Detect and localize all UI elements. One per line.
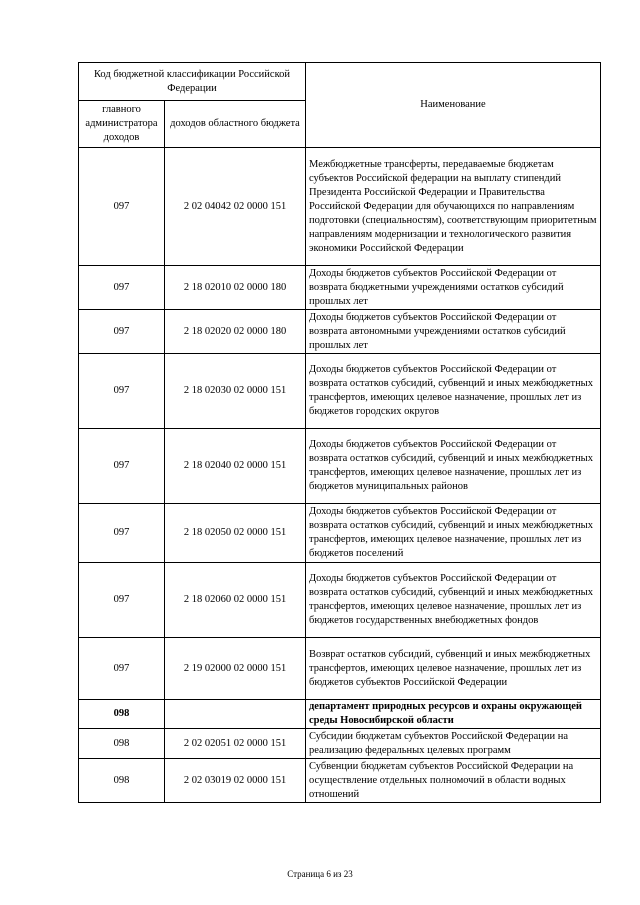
table-row [79,638,601,700]
kbk-group-header: Код бюджетной классификации Российской Федерации [79,63,306,101]
admin-cell: 098 [79,729,165,759]
admin-cell: 097 [79,310,165,354]
name-cell: Возврат остатков субсидий, субвенций и иных межбюджетных трансфертов, имеющих целевое назначение, прошлых лет из бюджетов субъектов Российской Федерации [306,638,601,700]
code-cell: 2 19 02000 02 0000 151 [165,638,306,700]
admin-cell: 097 [79,429,165,504]
table-row [79,310,601,354]
code-cell: 2 18 02010 02 0000 180 [165,266,306,310]
admin-cell: 097 [79,354,165,429]
code-cell: 2 02 03019 02 0000 151 [165,759,306,803]
name-cell: Доходы бюджетов субъектов Российской Федерации от возврата бюджетными учреждениями остатков субсидий прошлых лет [306,266,601,310]
code-cell: 2 18 02060 02 0000 151 [165,563,306,638]
code-cell: 2 02 02051 02 0000 151 [165,729,306,759]
table-row [79,504,601,563]
table-row [79,429,601,504]
code-cell [165,700,306,729]
admin-cell: 097 [79,638,165,700]
table-row [79,729,601,759]
name-cell: Доходы бюджетов субъектов Российской Федерации от возврата остатков субсидий, субвенций и иных межбюджетных трансфертов, имеющих целевое назначение, прошлых лет из бюджетов муниципальных районов [306,429,601,504]
name-header: Наименование [306,63,601,148]
name-cell: Доходы бюджетов субъектов Российской Федерации от возврата остатков субсидий, субвенций и иных межбюджетных трансфертов, имеющих целевое назначение, прошлых лет из бюджетов городских округов [306,354,601,429]
page-number: Страница 6 из 23 [287,869,353,879]
code-cell: 2 18 02040 02 0000 151 [165,429,306,504]
table-header-row [79,63,601,101]
name-cell: Доходы бюджетов субъектов Российской Федерации от возврата остатков субсидий, субвенций и иных межбюджетных трансфертов, имеющих целевое назначение, прошлых лет из бюджетов государственных внебюджетных фондов [306,563,601,638]
admin-cell: 097 [79,148,165,266]
name-cell: Доходы бюджетов субъектов Российской Федерации от возврата остатков субсидий, субвенций и иных межбюджетных трансфертов, имеющих целевое назначение, прошлых лет из бюджетов поселений [306,504,601,563]
name-cell: Субсидии бюджетам субъектов Российской Федерации на реализацию федеральных целевых программ [306,729,601,759]
admin-cell: 098 [79,759,165,803]
budget-classification-table [78,62,601,803]
code-header: доходов областного бюджета [165,101,306,148]
table-row [79,759,601,803]
admin-cell: 097 [79,504,165,563]
department-name-cell: департамент природных ресурсов и охраны окружающей среды Новосибирской области [306,700,601,729]
table-row [79,354,601,429]
name-cell: Субвенции бюджетам субъектов Российской Федерации на осуществление отдельных полномочий в области водных отношений [306,759,601,803]
table-row [79,266,601,310]
table-row [79,148,601,266]
code-cell: 2 02 04042 02 0000 151 [165,148,306,266]
code-cell: 2 18 02020 02 0000 180 [165,310,306,354]
department-row [79,700,601,729]
name-cell: Межбюджетные трансферты, передаваемые бюджетам субъектов Российской федерации на выплату стипендий Президента Российской Федерации и Правительства Российской Федерации для обучающихся по направлениям подготовки (специальностям), соответствующим приоритетным направлениям модернизации и технологического развития экономики Российской Федерации [306,148,601,266]
admin-cell: 098 [79,700,165,729]
name-cell: Доходы бюджетов субъектов Российской Федерации от возврата автономными учреждениями остатков субсидий прошлых лет [306,310,601,354]
admin-cell: 097 [79,266,165,310]
admin-header: главного администратора доходов [79,101,165,148]
admin-cell: 097 [79,563,165,638]
table-row [79,563,601,638]
code-cell: 2 18 02030 02 0000 151 [165,354,306,429]
code-cell: 2 18 02050 02 0000 151 [165,504,306,563]
